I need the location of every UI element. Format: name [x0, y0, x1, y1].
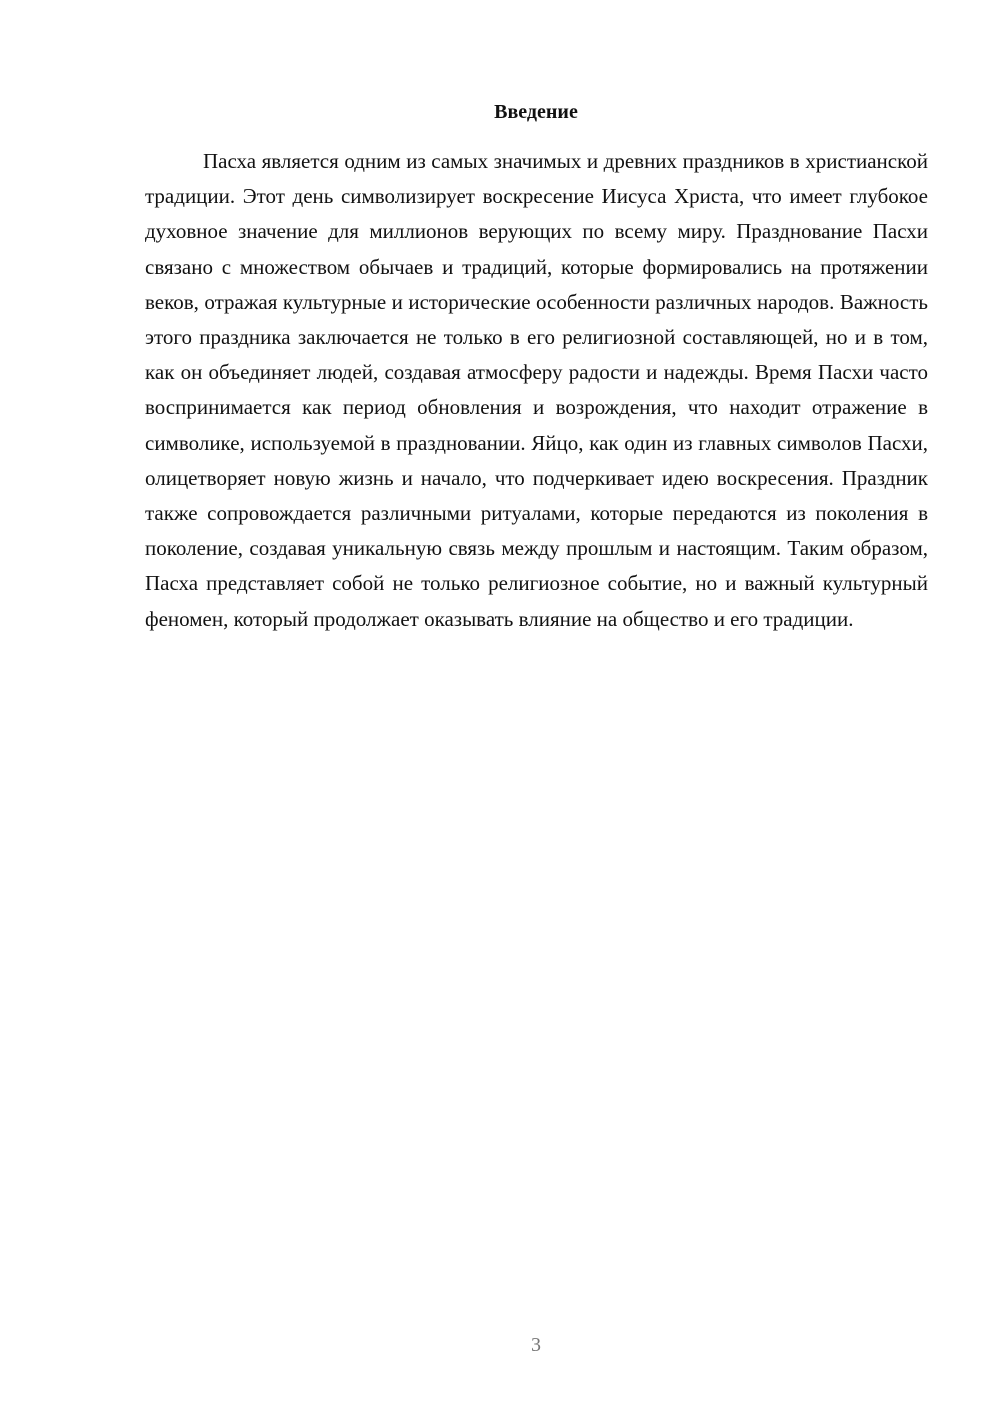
body-paragraph: Пасха является одним из самых значимых и древних праздников в христианской традиции. Этот день символизирует воскресение Иисуса Христа, что имеет глубокое духовное значение для миллионов верующих по всему миру. Празднование Пасхи связано с множеством обычаев и традиций, которые формировались на протяжении веков, отражая культурные и исторические особенности различных народов. Важность этого праздника заключается не только в его религиозной составляющей, но и в том, как он объединяет людей, создавая атмосферу радости и надежды. Время Пасхи часто воспринимается как период обновления и возрождения, что находит отражение в символике, используемой в праздновании. Яйцо, как один из главных символов Пасхи, олицетворяет новую жизнь и начало, что подчеркивает идею воскресения. Праздник также сопровождается различными ритуалами, которые передаются из поколения в поколение, создавая уникальную связь между прошлым и настоящим. Таким образом, Пасха представляет собой не только религиозное событие, но и важный культурный феномен, который продолжает оказывать влияние на общество и его традиции. — [145, 149, 928, 631]
section-heading: Введение — [494, 101, 578, 123]
page-number: 3 — [531, 1334, 541, 1356]
